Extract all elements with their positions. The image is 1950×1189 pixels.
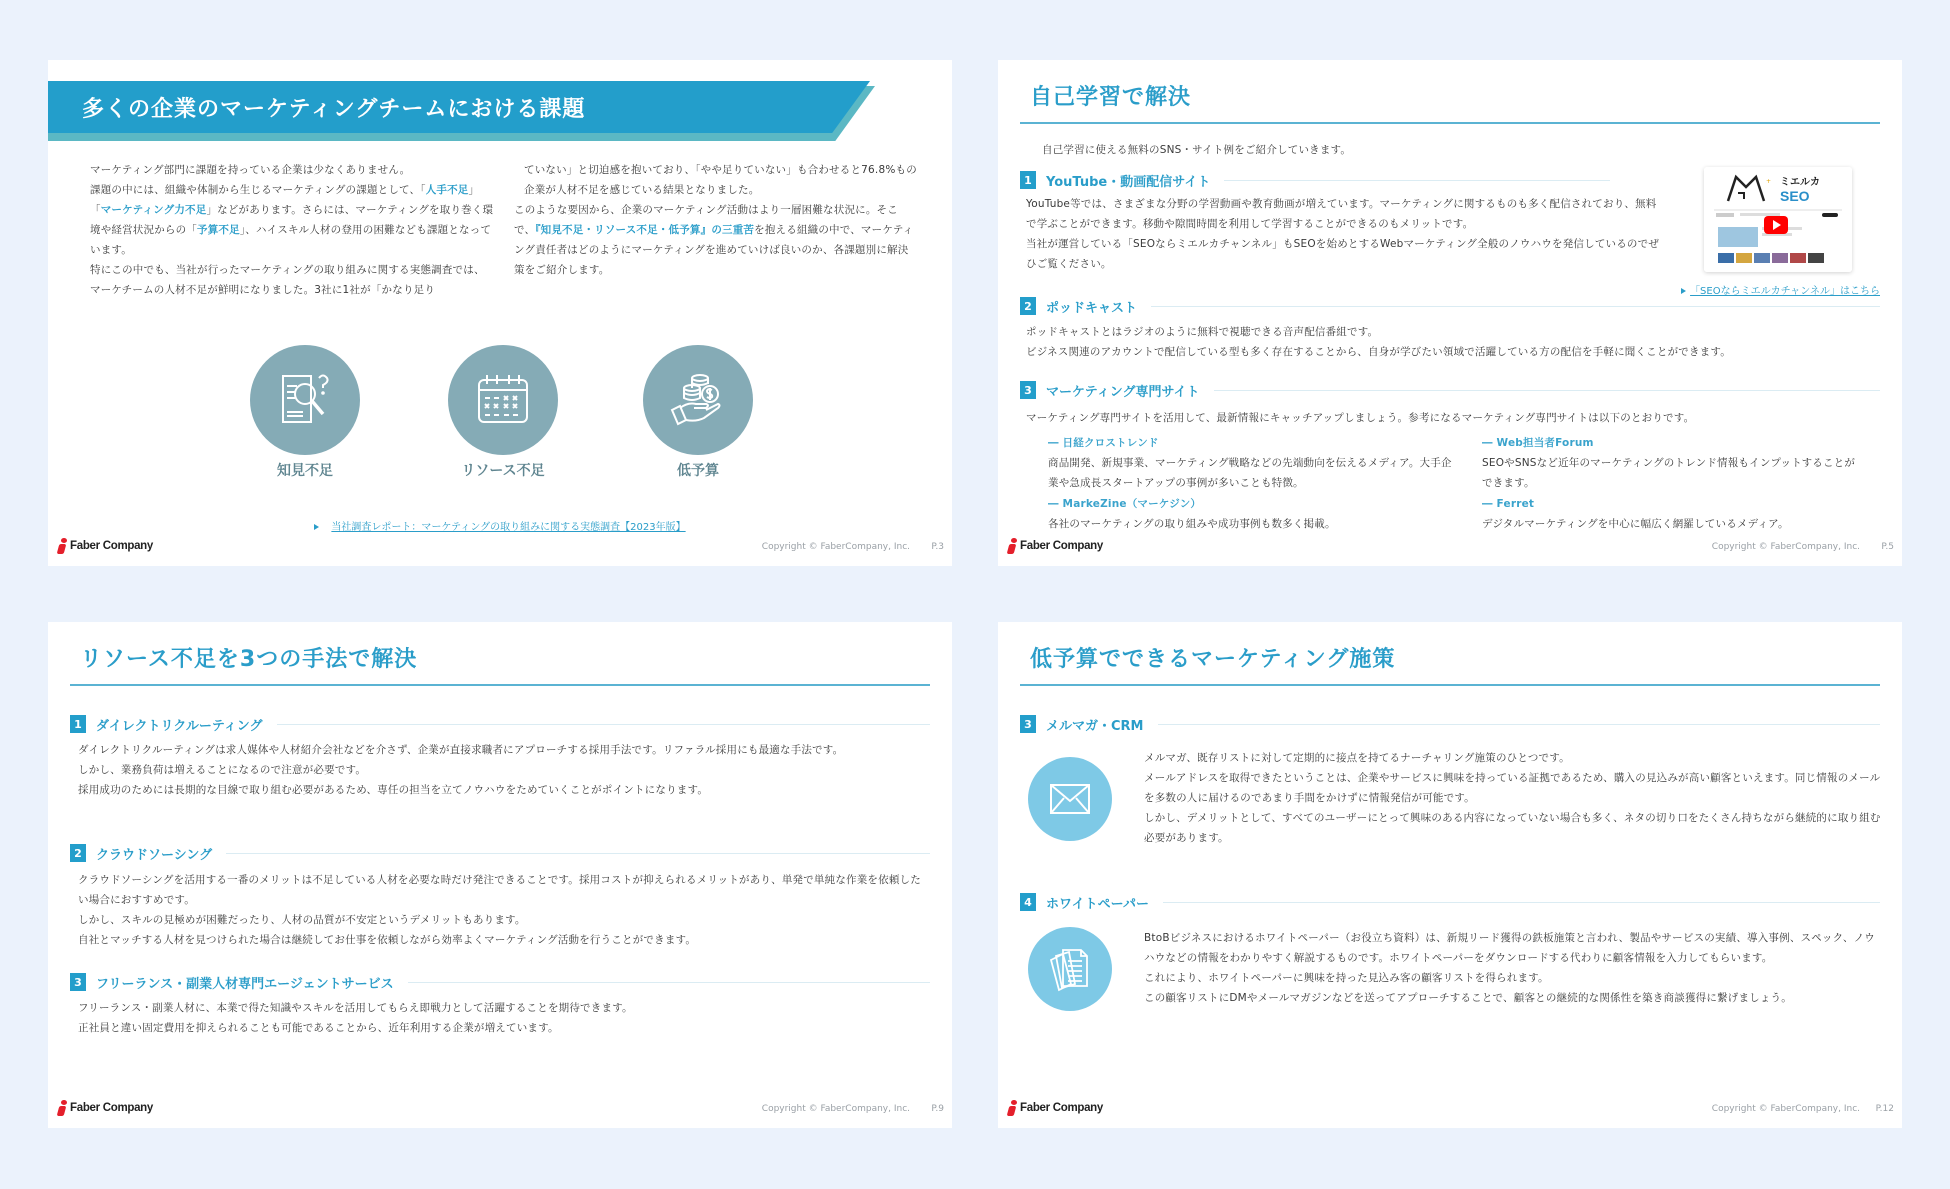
site-desc: デジタルマーケティングを中心に幅広く網羅しているメディア。 — [1482, 518, 1789, 530]
triangle-bullet-icon — [1681, 288, 1686, 294]
section-rule — [1158, 724, 1881, 725]
page-number: P.5 — [1881, 542, 1894, 552]
intro-text-left — [90, 160, 495, 300]
faber-company-logo: Faber Company — [1008, 1100, 1103, 1116]
faber-company-logo: Faber Company — [1008, 538, 1103, 554]
site-item — [1482, 494, 1862, 534]
section-number-badge: 2 — [1020, 297, 1036, 315]
site-desc: 各社のマーケティングの取り組みや成功事例も数多く掲載。 — [1048, 518, 1336, 530]
site-item — [1048, 433, 1453, 493]
section-rule — [226, 853, 930, 854]
channel-link-row — [1681, 282, 1880, 297]
icon-label: 知見不足 — [277, 463, 333, 479]
site-desc: 商品開発、新規事業、マーケティング戦略などの先端動向を伝えるメディア。大手企業や急成長スタートアップの事例が多いことも特徴。 — [1048, 457, 1452, 489]
knowledge-gap-circle — [250, 345, 360, 455]
survey-report-link-row — [48, 518, 952, 533]
svg-text:+: + — [1766, 178, 1772, 185]
title-underline — [1020, 684, 1880, 686]
section-body: マーケティング専門サイトを活用して、最新情報にキャッチアップしましょう。参考になるマーケティング専門サイトは以下のとおりです。 — [1026, 412, 1695, 424]
site-name: ― Web担当者Forum — [1482, 437, 1594, 449]
section-rule — [408, 982, 930, 983]
site-name: ― 日経クロストレンド — [1048, 437, 1159, 449]
brand-bottom: SEO — [1780, 188, 1810, 204]
section-heading: 3 フリーランス・副業人材専門エージェントサービス — [70, 972, 930, 992]
section-body: BtoBビジネスにおけるホワイトペーパー（お役立ち資料）は、新規リード獲得の鉄板施策と言われ、製品やサービスの実績、導入事例、スペック、ノウハウなどの情報をわかりやすく解説するものです。ホワイトペーパーをダウンロードする代わりに顧客情報を入力してもらいます。 これにより、ホワイトペーパーに興味を持った見込み客の顧客リストを得られます。 この顧客リストにDMやメールマガジンなどを送ってアプローチすることで、顧客との継続的な関係性を築き商談獲得に繋げましょう。 — [1144, 932, 1875, 1004]
intro-text: 自己学習に使える無料のSNS・サイト例をご紹介していきます。 — [1042, 144, 1352, 156]
copyright: Copyright © FaberCompany, Inc. — [761, 542, 910, 552]
logo-mark-icon — [58, 538, 68, 554]
icon-label: 低予算 — [677, 463, 719, 479]
section-heading: 1 YouTube・動画配信サイト — [1020, 170, 1610, 190]
section-body: YouTube等では、さまざまな分野の学習動画や教育動画が増えています。マーケティングに関するものも多く配信されており、無料で学ぶことができます。移動や隙間時間を利用して学習することができるのもメリットです。 当社が運営している「SEOならミエルカチャンネル」もSEOを始めとするWebマーケティング全般のノウハウを発信しているのでぜひご覧ください。 — [1026, 198, 1660, 270]
paragraph: このような要因から、企業のマーケティング活動はより一層困難な状況に。そこで、『知見不足・リソース不足・低予算』の三重苦を抱える組織の中で、マーケティング責任者はどのようにマーケティングを進めていけば良いのか、各課題別に解決策をご紹介します。 — [514, 204, 914, 276]
paragraph: 特にこの中でも、当社が行ったマーケティングの取り組みに関する実態調査では、マーケチームの人材不足が鮮明になりました。3社に1社が「かなり足り — [90, 264, 485, 296]
documents-icon — [1047, 946, 1093, 992]
section-heading: 3 マーケティング専門サイト — [1020, 380, 1880, 400]
triangle-bullet-icon — [314, 524, 319, 530]
paragraph: ていない」と切迫感を抱いており、「やや足りていない」も合わせると76.8%もの企業が人材不足を感じている結果となりました。 — [524, 164, 917, 196]
slide-title: リソース不足を3つの手法で解決 — [80, 647, 418, 672]
magnifier-document-icon — [273, 368, 337, 432]
highlight-text: 予算不足 — [197, 224, 240, 236]
mieruca-channel-link[interactable]: 「SEOならミエルカチャンネル」はこちら — [1690, 286, 1880, 297]
page-number: P.9 — [931, 1104, 944, 1114]
site-item — [1048, 494, 1453, 534]
slide-title: 自己学習で解決 — [1030, 85, 1192, 110]
icon-label: リソース不足 — [461, 463, 545, 479]
youtube-channel-preview — [1704, 167, 1852, 272]
section-heading: 1 ダイレクトリクルーティング — [70, 714, 930, 734]
survey-report-link[interactable]: 当社調査レポート：マーケティングの取り組みに関する実態調査【2023年版】 — [331, 522, 686, 533]
slide-p3 — [48, 60, 952, 566]
section-rule — [1224, 180, 1610, 181]
section-number-badge: 3 — [70, 973, 86, 991]
faber-company-logo: Faber Company — [58, 538, 153, 554]
section-body: フリーランス・副業人材に、本業で得た知識やスキルを活用してもらえ即戦力として活躍することを期待できます。 正社員と違い固定費用を抑えられることも可能であることから、近年利用する企業が増えています。 — [78, 1002, 633, 1034]
section-heading: 2 ポッドキャスト — [1020, 296, 1880, 316]
page-number: P.12 — [1875, 1104, 1894, 1114]
title-underline — [70, 684, 930, 686]
section-number-badge: 3 — [1020, 381, 1036, 399]
section-body: メルマガ、既存リストに対して定期的に接点を持てるナーチャリング施策のひとつです。 メールアドレスを取得できたということは、企業やサービスに興味を持っている証拠であるため、購入の見込みが高い顧客といえます。同じ情報のメールを多数の人に届けるのであまり手間をかけずに情報発信が可能です。 しかし、デメリットとして、すべてのユーザーにとって興味のある内容になっていない場合も多く、ネタの切り口をたくさん持ちながら継続的に取り組む必要があります。 — [1144, 752, 1881, 844]
envelope-icon — [1049, 783, 1091, 815]
section-number-badge: 4 — [1020, 893, 1036, 911]
section-heading: 4 ホワイトペーパー — [1020, 892, 1880, 912]
whitepaper-circle — [1028, 927, 1112, 1011]
logo-mark-icon — [1008, 538, 1018, 554]
section-body: ダイレクトリクルーティングは求人媒体や人材紹介会社などを介さず、企業が直接求職者にアプローチする採用手法です。リファラル採用にも最適な手法です。 しかし、業務負荷は増えることになるので注意が必要です。 採用成功のためには長期的な目線で取り組む必要があるため、専任の担当を立てノウハウをためていくことがポイントになります。 — [78, 744, 844, 796]
low-budget-circle — [643, 345, 753, 455]
paragraph: 課題の中には、組織や体制から生じるマーケティングの課題として、「人手不足」「マーケティング力不足」などがあります。さらには、マーケティングを取り巻く環境や経営状況からの「予算不足」、ハイスキル人材の登用の困難なども課題となっています。 — [90, 184, 494, 256]
copyright: Copyright © FaberCompany, Inc. — [1711, 542, 1860, 552]
logo-mark-icon — [58, 1100, 68, 1116]
calendar-icon — [471, 368, 535, 432]
section-heading: 3 メルマガ・CRM — [1020, 714, 1880, 734]
brand-top: ミエルカ — [1780, 177, 1820, 188]
section-rule — [1214, 390, 1880, 391]
section-number-badge: 1 — [1020, 171, 1036, 189]
section-body: クラウドソーシングを活用する一番のメリットは不足している人材を必要な時だけ発注できることです。採用コストが抑えられるメリットがあり、単発で単純な作業を依頼したい場合におすすめです。 しかし、スキルの見極めが困難だったり、人材の品質が不安定というデメリットもあります。 自社とマッチする人材を見つけられた場合は継続してお仕事を依頼しながら効率よくマーケティング活動を行うことができます。 — [78, 874, 921, 946]
faber-company-logo: Faber Company — [58, 1100, 153, 1116]
intro-text-right — [514, 160, 919, 280]
paragraph: マーケティング部門に課題を持っている企業は少なくありません。 — [90, 164, 411, 176]
logo-mark-icon — [1008, 1100, 1018, 1116]
section-rule — [277, 724, 930, 725]
section-body: ポッドキャストとはラジオのように無料で視聴できる音声配信番組です。 ビジネス関連のアカウントで配信している型も多く存在することから、自身が学びたい領域で活躍している方の配信を手軽に聞くことができます。 — [1026, 326, 1731, 358]
section-number-badge: 1 — [70, 715, 86, 733]
slide-title: 多くの企業のマーケティングチームにおける課題 — [82, 97, 586, 122]
slide-title: 低予算でできるマーケティング施策 — [1030, 647, 1396, 672]
mieruca-channel-thumbnail[interactable] — [1704, 167, 1852, 272]
highlight-text: 『知見不足・リソース不足・低予算』の三重苦 — [535, 224, 755, 236]
copyright: Copyright © FaberCompany, Inc. — [761, 1104, 910, 1114]
site-name: ― Ferret — [1482, 498, 1535, 510]
highlight-text: 人手不足 — [425, 184, 469, 196]
section-number-badge: 2 — [70, 844, 86, 862]
site-name: ― MarkeZine（マーケジン） — [1048, 498, 1202, 510]
resource-gap-circle — [448, 345, 558, 455]
mail-circle — [1028, 757, 1112, 841]
copyright: Copyright © FaberCompany, Inc. — [1711, 1104, 1860, 1114]
section-heading: 2 クラウドソーシング — [70, 843, 930, 863]
section-rule — [1151, 306, 1880, 307]
slide-p5 — [998, 60, 1902, 566]
highlight-text: マーケティング力不足 — [100, 204, 207, 216]
coins-hand-icon — [666, 368, 730, 432]
section-number-badge: 3 — [1020, 715, 1036, 733]
page-number: P.3 — [931, 542, 944, 552]
slide-p9 — [48, 622, 952, 1128]
section-rule — [1163, 902, 1880, 903]
title-underline — [1020, 122, 1880, 124]
slide-p12 — [998, 622, 1902, 1128]
site-item — [1482, 433, 1862, 493]
site-desc: SEOやSNSなど近年のマーケティングのトレンド情報もインプットすることができます。 — [1482, 457, 1856, 489]
